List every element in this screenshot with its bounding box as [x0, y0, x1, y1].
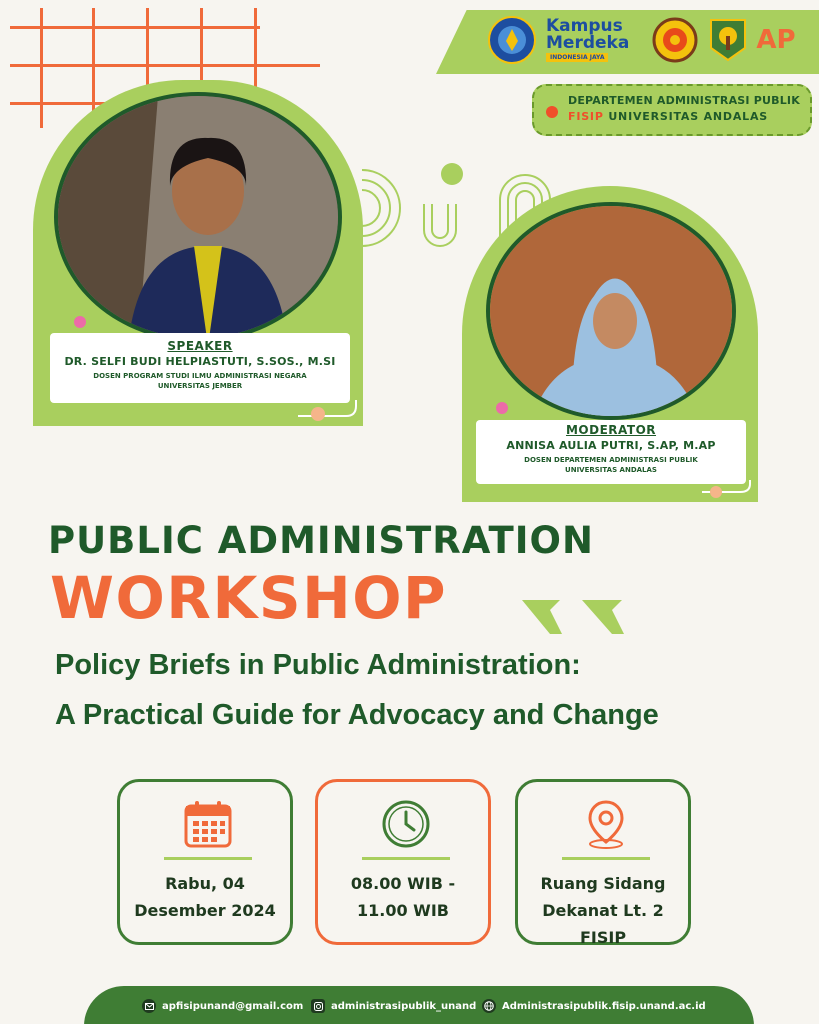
location-pin-icon: [580, 798, 632, 850]
faculty-name: FISIP: [568, 110, 604, 123]
red-dot: [546, 106, 558, 118]
moderator-card: [476, 420, 746, 484]
speaker-photo: [54, 92, 342, 342]
indonesia-jaya-tag: INDONESIA JAYA: [546, 53, 608, 62]
location-text: Ruang Sidang Dekanat Lt. 2 FISIP: [540, 874, 666, 947]
clock-icon: [380, 798, 432, 850]
merdeka-text: Merdeka: [546, 33, 630, 53]
speaker-name: DR. SELFI BUDI HELPIASTUTI, S.SOS., M.SI: [64, 355, 336, 368]
speaker-role: SPEAKER: [167, 339, 233, 353]
pink-dot: [74, 316, 86, 328]
location-card: [515, 779, 691, 945]
kampus-merdeka-logo: [546, 16, 644, 64]
event-title-line2: WORKSHOP: [50, 564, 448, 632]
speaker-card-accent: [296, 398, 362, 422]
instagram-icon: [311, 999, 325, 1013]
time-card: [315, 779, 491, 945]
footer-website[interactable]: [482, 999, 706, 1013]
website-text: Administrasipublik.fisip.unand.ac.id: [502, 1000, 706, 1012]
card-divider: [562, 857, 650, 860]
event-subtitle-line2: A Practical Guide for Advocacy and Change: [55, 699, 659, 731]
ap-logo: AP: [756, 25, 796, 55]
instagram-text: administrasipublik_unand: [331, 1000, 477, 1012]
event-subtitle-line1: Policy Briefs in Public Administration:: [55, 649, 581, 681]
university-name: UNIVERSITAS ANDALAS: [608, 110, 768, 123]
speaker-card: [50, 333, 350, 403]
department-badge: [532, 84, 812, 136]
tut-wuri-handayani-logo: [484, 16, 540, 64]
department-name: DEPARTEMEN ADMINISTRASI PUBLIK: [568, 94, 800, 107]
date-card: [117, 779, 293, 945]
footer-instagram[interactable]: [311, 999, 476, 1013]
footer-email[interactable]: [142, 999, 303, 1013]
event-title-line1: PUBLIC ADMINISTRATION: [48, 519, 594, 562]
card-divider: [164, 857, 252, 860]
card-divider: [362, 857, 450, 860]
email-text: apfisipunand@gmail.com: [162, 1000, 304, 1012]
moderator-role: MODERATOR: [565, 423, 657, 437]
email-icon: [142, 999, 156, 1013]
quote-marks-icon: [520, 596, 630, 640]
moderator-affiliation: DOSEN DEPARTEMEN ADMINISTRASI PUBLIK UNIVERSITAS ANDALAS: [524, 456, 698, 474]
date-text: Rabu, 04 Desember 2024: [134, 874, 276, 920]
kampus-text: Kampus: [546, 16, 623, 36]
faculty-university: [568, 110, 800, 123]
globe-icon: [482, 999, 496, 1013]
moderator-photo: [486, 202, 736, 420]
calendar-icon: [182, 798, 234, 850]
universitas-jember-logo: [650, 16, 700, 64]
pink-dot: [496, 402, 508, 414]
time-text: 08.00 WIB - 11.00 WIB: [350, 874, 456, 920]
moderator-card-accent: [700, 480, 756, 500]
universitas-andalas-logo: [708, 16, 748, 64]
moderator-name: ANNISA AULIA PUTRI, S.AP, M.AP: [506, 439, 716, 452]
speaker-affiliation: DOSEN PROGRAM STUDI ILMU ADMINISTRASI NEGARA UNIVERSITAS JEMBER: [93, 372, 307, 390]
